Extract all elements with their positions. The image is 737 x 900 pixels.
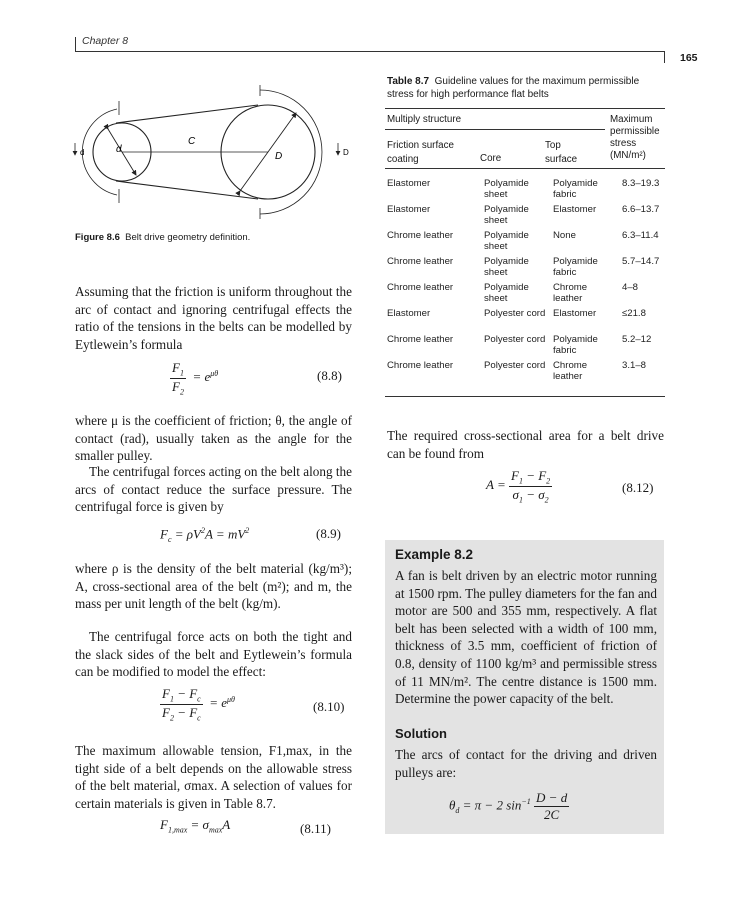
- table-cell: Elastomer: [387, 178, 431, 189]
- table-cell: Chrome leather: [387, 256, 454, 267]
- belt-top: [116, 105, 258, 123]
- table-bottom-rule: [385, 396, 665, 397]
- header-rule: [75, 51, 664, 52]
- example-text: A fan is belt driven by an electric motor running at 1500 rpm. The pulley diameters for the fan and motor are 500 and 355 mm, respectively. A flat belt has been selected with a width of 100 mm, thickness of 3.5 mm, coefficient of friction of 0.8, density of 1100 kg/m³ and permissible stress of 11 MN/m². The centre distance is 1500 mm. Determine the power capacity of the belt.: [395, 568, 657, 707]
- table-cell: ≤21.8: [622, 308, 646, 319]
- table-title: Guideline values for the maximum permissible stress for high performance flat belts: [387, 76, 640, 100]
- table-cell: Polyamide fabric: [553, 178, 598, 200]
- large-arc: [260, 90, 322, 214]
- table-cell: 5.2–12: [622, 334, 652, 345]
- small-arc: [82, 109, 117, 195]
- table-cell: Polyester cord: [484, 334, 546, 345]
- table-label: Table 8.7: [387, 76, 430, 87]
- equation-8-10-number: (8.10): [313, 699, 345, 714]
- table-header-rule: [385, 168, 665, 169]
- table-row: [387, 308, 681, 334]
- belt-drive-figure: [70, 85, 365, 225]
- equation-theta-d: $\theta_d = \pi - 2$ $\sin^{-1}$ $\frac{D - d}{2C}$: [449, 790, 568, 822]
- label-d: d: [116, 144, 122, 155]
- table-cell: 8.3–19.3: [622, 178, 660, 189]
- table-cell: Elastomer: [553, 308, 597, 319]
- table-cell: Chrome leather: [553, 282, 588, 304]
- table-8-7: [387, 178, 681, 386]
- table-cell: Chrome leather: [553, 360, 588, 382]
- table-caption: [387, 75, 665, 101]
- table-cell: Chrome leather: [387, 360, 454, 371]
- table-cell: Polyamide fabric: [553, 256, 598, 278]
- solution-title: Solution: [395, 726, 447, 741]
- table-cell: 5.7–14.7: [622, 256, 660, 267]
- table-cell: Polyamide sheet: [484, 204, 529, 226]
- equation-8-11: $F_{1,max} = \sigma_{max}A$: [160, 817, 231, 835]
- table-cell: Chrome leather: [387, 282, 454, 293]
- table-cell: None: [553, 230, 576, 241]
- label-C: C: [188, 136, 196, 147]
- table-row: [387, 178, 681, 204]
- equation-8-11-number: (8.11): [300, 821, 331, 836]
- left-para-6: The maximum allowable tension, F1,max, in the tight side of a belt depends on the allowable stress of the belt material, σmax. A selection of values for certain materials is given in Table 8.7.: [75, 743, 352, 811]
- table-cell: 6.6–13.7: [622, 204, 660, 215]
- equation-8-10: $\frac{F_1 - F_c}{F_2 - F_c}$ = $e^{\mu\theta}$: [162, 686, 235, 723]
- left-para-5: The centrifugal force acts on both the tight and the slack sides of the belt and Eytlewein’s formula can be modified to model the effect:: [75, 629, 352, 680]
- equation-8-9-number: (8.9): [316, 526, 341, 541]
- page-number: 165: [680, 52, 698, 64]
- table-cell: Elastomer: [387, 308, 431, 319]
- label-D: D: [275, 151, 283, 162]
- header-left-tick: [75, 37, 76, 51]
- table-row: [387, 360, 681, 386]
- table-row: [387, 282, 681, 308]
- solution-text: The arcs of contact for the driving and driven pulleys are:: [395, 747, 657, 780]
- table-cell: 4–8: [622, 282, 639, 293]
- table-cell: Polyamide sheet: [484, 282, 529, 304]
- table-cell: Polyamide sheet: [484, 178, 529, 200]
- equation-8-9: $F_c = \rho V^2A = mV^2$: [160, 526, 250, 544]
- left-para-4: where ρ is the density of the belt material (kg/m³); A, cross-sectional area of the belt (m²); and m, the mass per unit length of the belt (kg/m).: [75, 561, 352, 612]
- label-d-left: d: [80, 148, 85, 157]
- table-cell: 6.3–11.4: [622, 230, 659, 241]
- equation-8-8-number: (8.8): [317, 368, 342, 383]
- left-para-3: The centrifugal forces acting on the belt along the arcs of contact reduce the surface pressure. The centrifugal force is given by: [75, 464, 352, 515]
- left-para-1: Assuming that the friction is uniform throughout the arc of contact and ignoring centrifugal effects the ratio of the tensions in the belts can be modelled by Eytlewein’s formula: [75, 284, 352, 352]
- table-group-header: Multiply structure: [387, 114, 462, 125]
- table-cell: Elastomer: [553, 204, 597, 215]
- header-right-tick: [664, 51, 665, 63]
- table-cell: Polyamide fabric: [553, 334, 598, 356]
- belt-bottom: [116, 181, 258, 199]
- label-D-right: D: [343, 148, 349, 157]
- table-cell: Polyamide sheet: [484, 256, 529, 278]
- example-title: Example 8.2: [395, 547, 474, 562]
- figure-caption: [75, 232, 250, 243]
- table-row: [387, 334, 681, 360]
- table-cell: Polyester cord: [484, 360, 546, 371]
- table-col-header-2: Core: [480, 153, 502, 164]
- table-cell: Chrome leather: [387, 334, 454, 345]
- equation-8-8: $\frac{F_1}{F_2}$ = $e^{\mu\theta}$: [172, 360, 219, 397]
- equation-8-12: A = $\frac{F_1 - F_2}{\sigma_1 - \sigma_2}$: [486, 468, 551, 505]
- table-cell: 3.1–8: [622, 360, 647, 371]
- table-cell: Polyamide sheet: [484, 230, 529, 252]
- table-cell: Chrome leather: [387, 230, 454, 241]
- example-box: [385, 540, 664, 834]
- table-row: [387, 256, 681, 282]
- chapter-label: Chapter 8: [82, 35, 129, 47]
- table-col-header-4: Maximum permissible stress (MN/m²): [610, 114, 660, 161]
- table-group-rule: [385, 129, 605, 130]
- table-col-header-3: Top surface: [545, 140, 578, 165]
- left-para-2: where μ is the coefficient of friction; θ, the angle of contact (rad), usually taken as the angle for the smaller pulley.: [75, 413, 352, 464]
- figure-caption-label: Figure 8.6: [75, 232, 120, 243]
- table-row: [387, 204, 681, 230]
- table-col-header-1: Friction surface coating: [387, 140, 454, 165]
- right-para-1: The required cross-sectional area for a belt drive can be found from: [387, 428, 664, 461]
- table-cell: Polyester cord: [484, 308, 546, 319]
- table-top-rule: [385, 108, 665, 109]
- figure-caption-text: Belt drive geometry definition.: [125, 232, 251, 243]
- table-row: [387, 230, 681, 256]
- table-cell: Elastomer: [387, 204, 431, 215]
- equation-8-12-number: (8.12): [622, 480, 654, 495]
